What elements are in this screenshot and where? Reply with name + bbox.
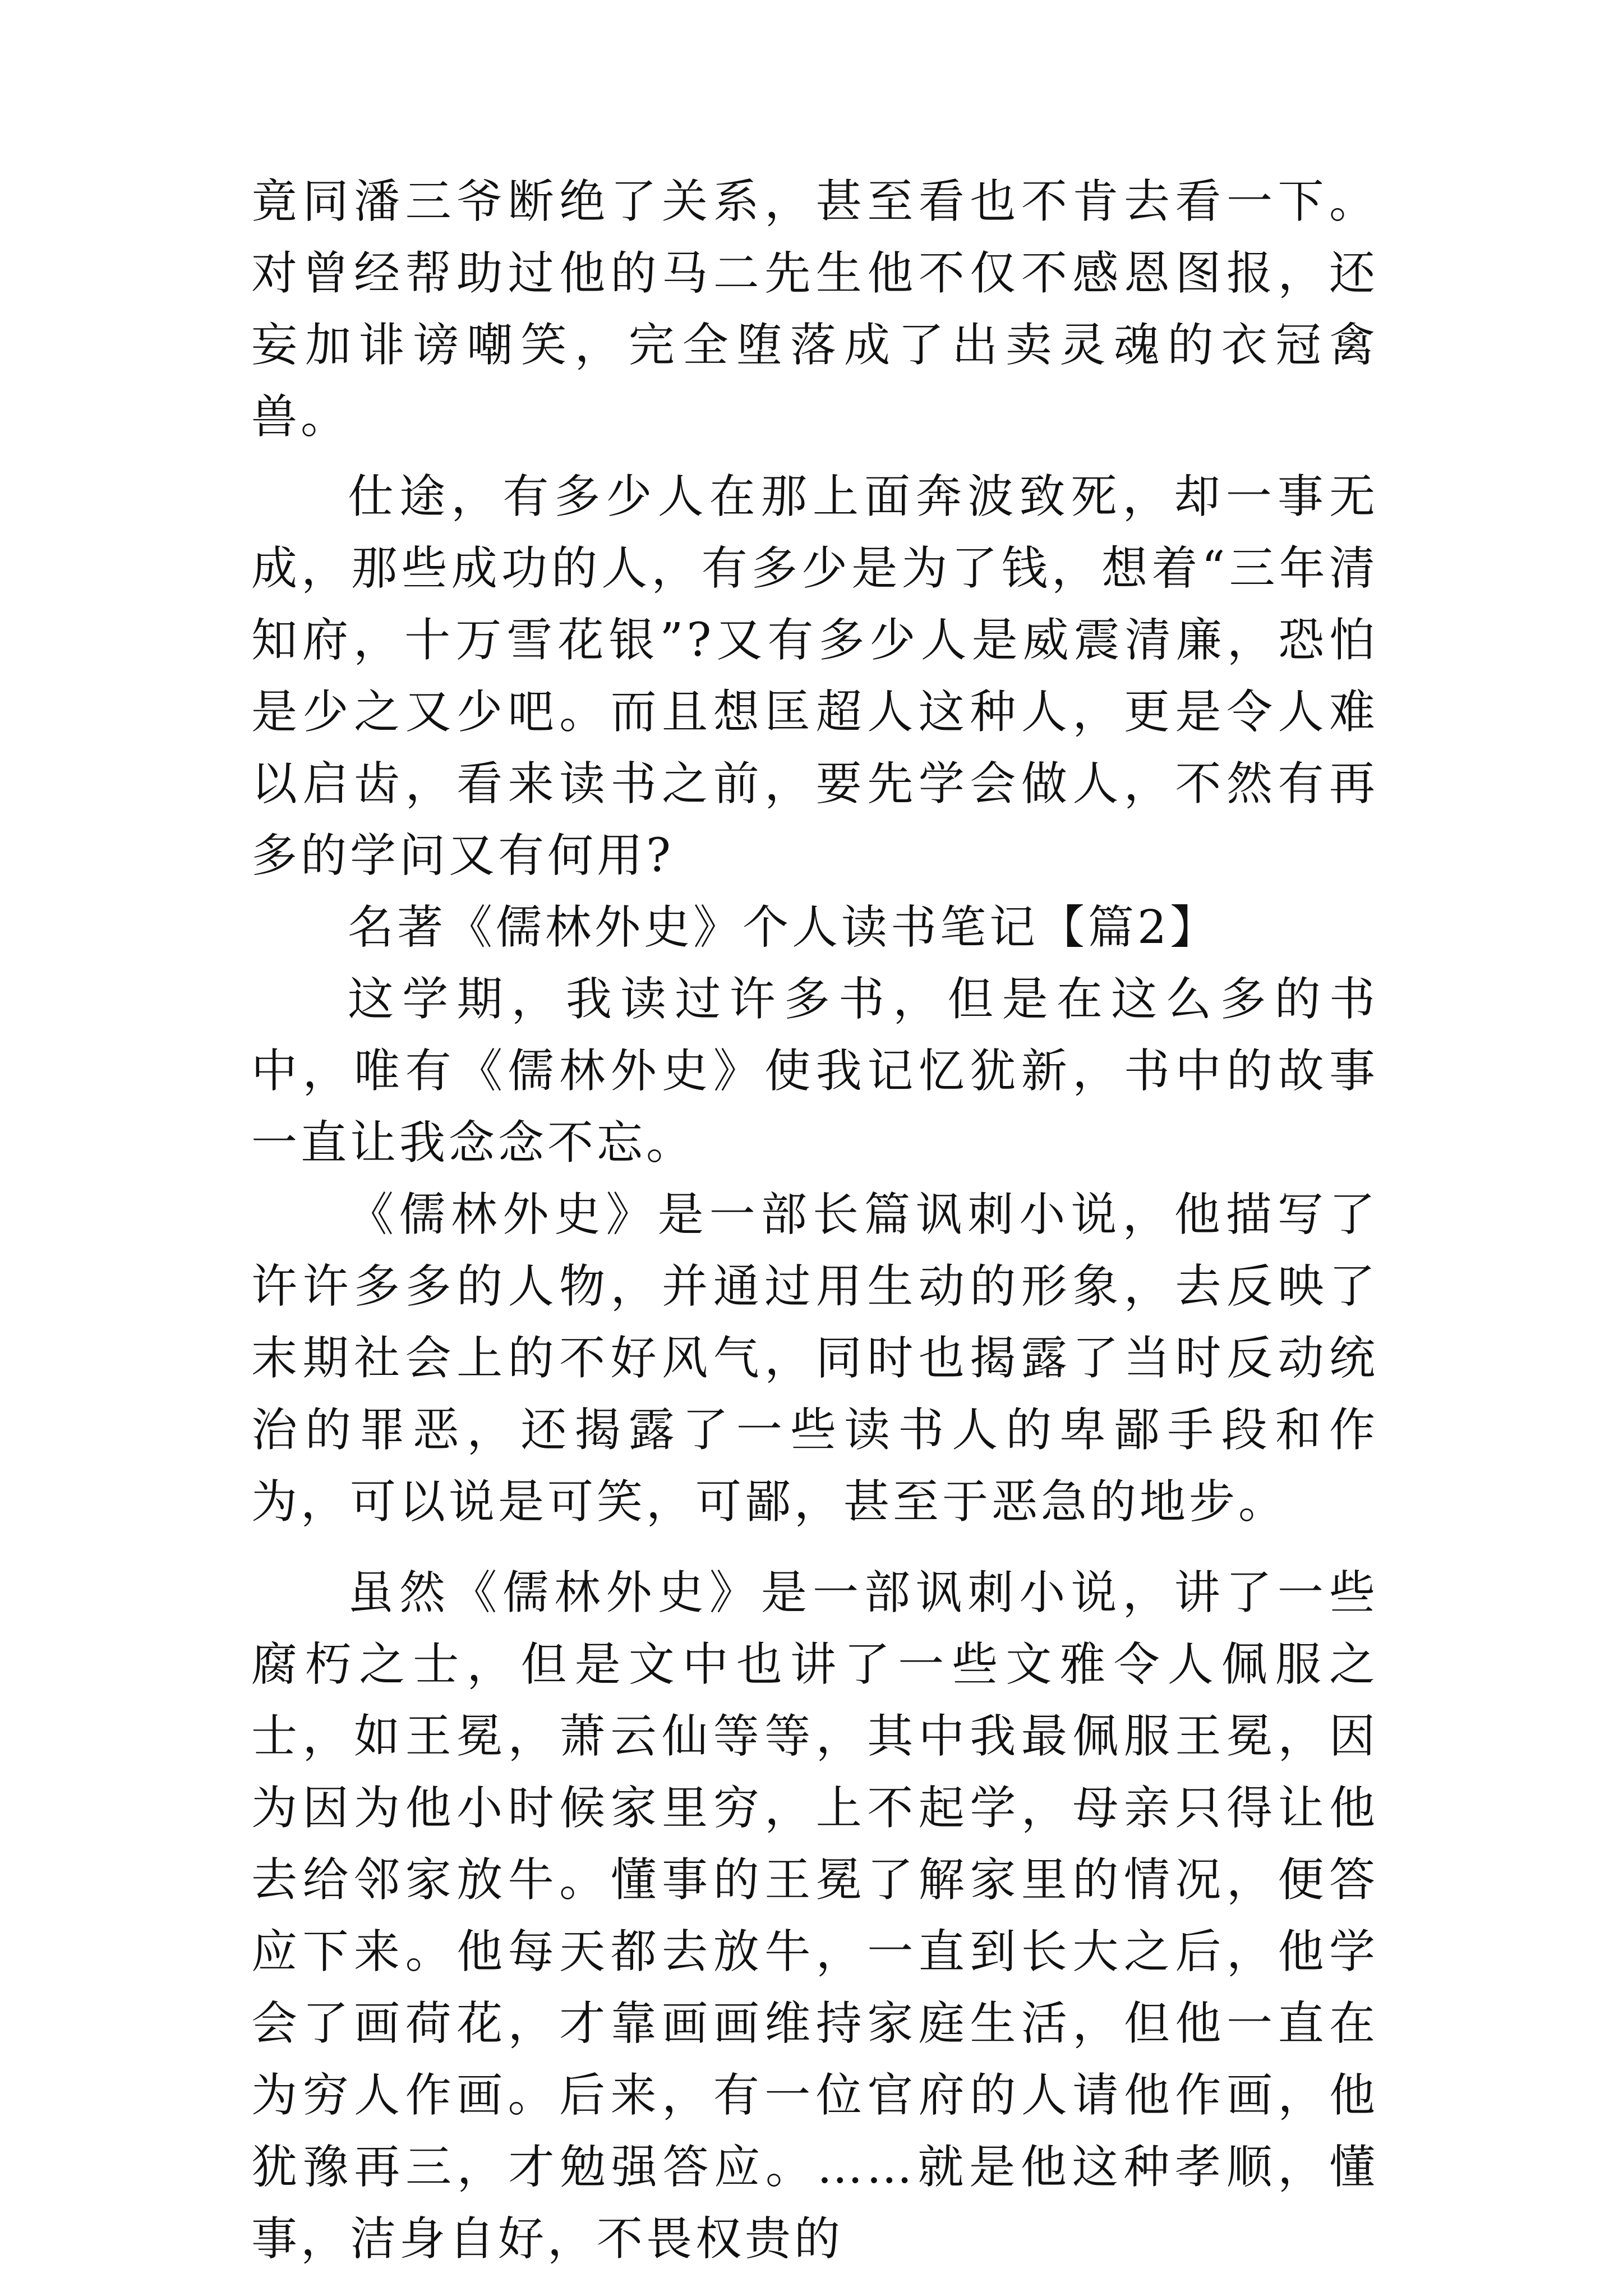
paragraph-novel-description: 《儒林外史》是一部长篇讽刺小说，他描写了许许多多的人物，并通过用生动的形象，去反映了末期社会上的不好风气，同时也揭露了当时反动统治的罪恶，还揭露了一些读书人的卑鄙手段和作为，可以说是可笑，可鄙，甚至于恶急的地步。 <box>251 1188 1378 1529</box>
document-body <box>251 166 1378 2275</box>
section-heading: 名著《儒林外史》个人读书笔记【篇2】 <box>348 901 1220 954</box>
paragraph-intro: 这学期，我读过许多书，但是在这么多的书中，唯有《儒林外史》使我记忆犹新，书中的故事一直让我念念不忘。 <box>251 973 1378 1170</box>
paragraph-wang-mian: 虽然《儒林外史》是一部讽刺小说，讲了一些腐朽之士，但是文中也讲了一些文雅令人佩服之士，如王冕，萧云仙等等，其中我最佩服王冕，因为因为他小时候家里穷，上不起学，母亲只得让他去给邻家放牛。懂事的王冕了解家里的情况，便答应下来。他每天都去放牛，一直到长大之后，他学会了画荷花，才靠画画维持家庭生活，但他一直在为穷人作画。后来，有一位官府的人请他作画，他犹豫再三，才勉强答应。……就是他这种孝顺，懂事，洁身自好，不畏权贵的 <box>251 1566 1378 2266</box>
paragraph-continuation: 竟同潘三爷断绝了关系，甚至看也不肯去看一下。对曾经帮助过他的马二先生他不仅不感恩图报，还妄加诽谤嘲笑，完全堕落成了出卖灵魂的衣冠禽兽。 <box>251 175 1378 444</box>
paragraph-career: 仕途，有多少人在那上面奔波致死，却一事无成，那些成功的人，有多少是为了钱，想着“三年清知府，十万雪花银”?又有多少人是威震清廉，恐怕是少之又少吧。而且想匡超人这种人，更是令人难以启齿，看来读书之前，要先学会做人，不然有再多的学问又有何用? <box>251 470 1378 882</box>
